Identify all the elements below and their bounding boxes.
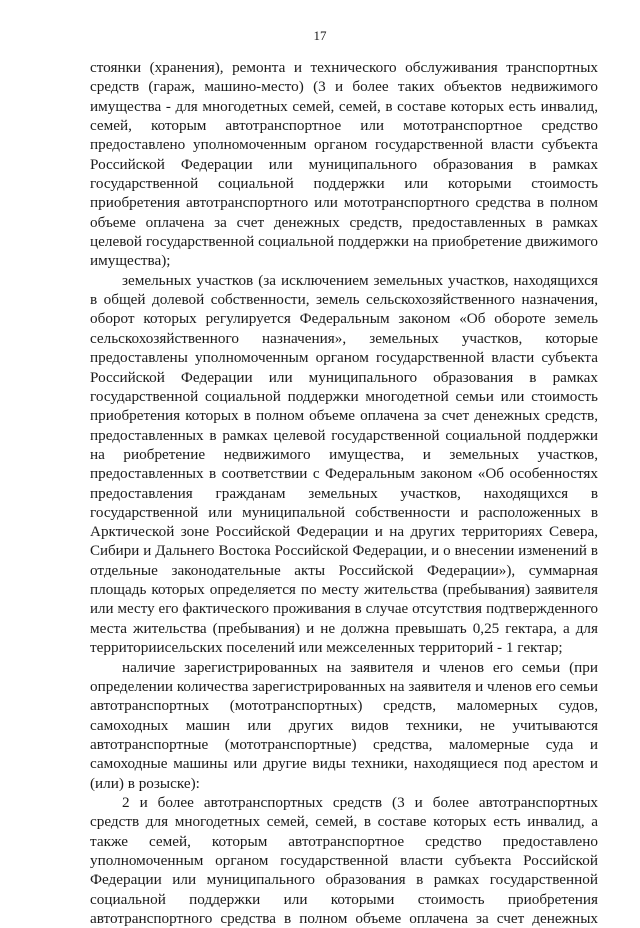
- text-line: Российской Федерации или муниципального образования в рамках: [90, 368, 598, 386]
- text-line: стоянки (хранения), ремонта и технического обслуживания транспортных: [90, 59, 598, 76]
- text-line: семей, которым автотранспортное или мототранспортное средство: [90, 117, 598, 135]
- text-line: государственной социальной поддержки многодетной семьи или стоимость: [90, 387, 598, 405]
- text-line: приобретения автотранспортного или мототранспортного средства в полном: [90, 194, 598, 212]
- text-line: предоставлены уполномоченным органом государственной власти субъекта: [90, 349, 598, 367]
- text-line: Федерации или муниципального образования в рамках государственной: [90, 871, 598, 889]
- text-line: самоходные машины или другие виды техники, находящиеся под арестом и: [90, 755, 598, 773]
- text-line: уполномоченным органом государственной власти субъекта Российской: [90, 852, 598, 870]
- text-line: (или) в розыске):: [90, 774, 200, 792]
- text-line: отдельные законодательные акты Российской Федерации»), суммарная: [90, 561, 598, 579]
- text-line: также семей, которым автотранспортное средство предоставлено: [90, 832, 598, 850]
- text-line: сельскохозяйственного назначения», земельных участков, которые: [90, 329, 598, 347]
- text-line: предоставленных в соответствии с Федеральным законом «Об особенностях: [90, 465, 598, 483]
- text-line: оборот которых регулируется Федеральным законом «Об обороте земель: [90, 310, 598, 328]
- text-line: автотранспортных (мототранспортных) средств, маломерных судов,: [90, 697, 598, 715]
- text-line: объеме оплачена за счет денежных средств, предоставленных в рамках: [90, 213, 598, 231]
- text-line: целевой государственной социальной поддержки на приобретение движимого: [90, 233, 598, 251]
- text-line: или месту его фактического проживания в случае отсутствия подтвержденного: [90, 600, 598, 617]
- text-line: на риобретение недвижимого имущества, и земельных участков,: [90, 445, 598, 463]
- text-line: государственной социальной поддержки или которыми стоимость: [90, 175, 598, 193]
- text-line: средств (гараж, машино-место) (3 и более таких объектов недвижимого: [90, 78, 598, 96]
- text-line: имущества);: [90, 252, 171, 270]
- text-line: предоставленных в рамках целевой государственной социальной поддержки: [90, 426, 598, 444]
- text-line: предоставлено уполномоченным органом государственной власти субъекта: [90, 136, 598, 154]
- text-line: земельных участков (за исключением земельных участков, находящихся: [122, 271, 598, 289]
- text-line: приобретения которых в полном объеме оплачена за счет денежных средств,: [90, 407, 598, 425]
- text-line: Российской Федерации или муниципального образования в рамках: [90, 155, 598, 173]
- text-line: социальной поддержки или которыми стоимость приобретения: [90, 890, 598, 908]
- text-line: государственной или муниципальной собственности и расположенных в: [90, 503, 598, 521]
- page-number: 17: [313, 28, 327, 43]
- text-line: территориисельских поселений или межселенных территорий - 1 гектар;: [90, 639, 563, 657]
- text-line: имущества - для многодетных семей, семей, в составе которых есть инвалид,: [90, 97, 598, 115]
- text-line: определении количества зарегистрированных на заявителя и членов его семьи: [90, 678, 598, 695]
- text-line: в общей долевой собственности, земель сельскохозяйственного назначения,: [90, 291, 598, 309]
- text-line: Арктической зоне Российской Федерации и на других территориях Севера,: [90, 523, 598, 541]
- text-line: предоставления гражданам земельных участков, находящихся в: [90, 484, 598, 502]
- text-line: 2 и более автотранспортных средств (3 и более автотранспортных: [122, 794, 598, 812]
- document-body: [90, 58, 598, 928]
- text-line: Сибири и Дальнего Востока Российской Федерации, и о внесении изменений в: [90, 542, 598, 559]
- text-line: автотранспортного средства в полном объеме оплачена за счет денежных: [90, 910, 598, 928]
- text-line: наличие зарегистрированных на заявителя и членов его семьи (при: [122, 658, 598, 676]
- text-line: средств для многодетных семей, семей, в составе которых есть инвалид, а: [90, 813, 598, 831]
- text-line: автотранспортные (мототранспортные) средства, маломерные суда и: [90, 736, 598, 754]
- text-line: места жительства (пребывания) и не должна превышать 0,25 гектара, а для: [90, 619, 598, 637]
- text-line: площадь которых определяется по месту жительства (пребывания) заявителя: [90, 581, 598, 599]
- text-line: самоходных машин или других видов техники, не учитываются: [90, 716, 598, 734]
